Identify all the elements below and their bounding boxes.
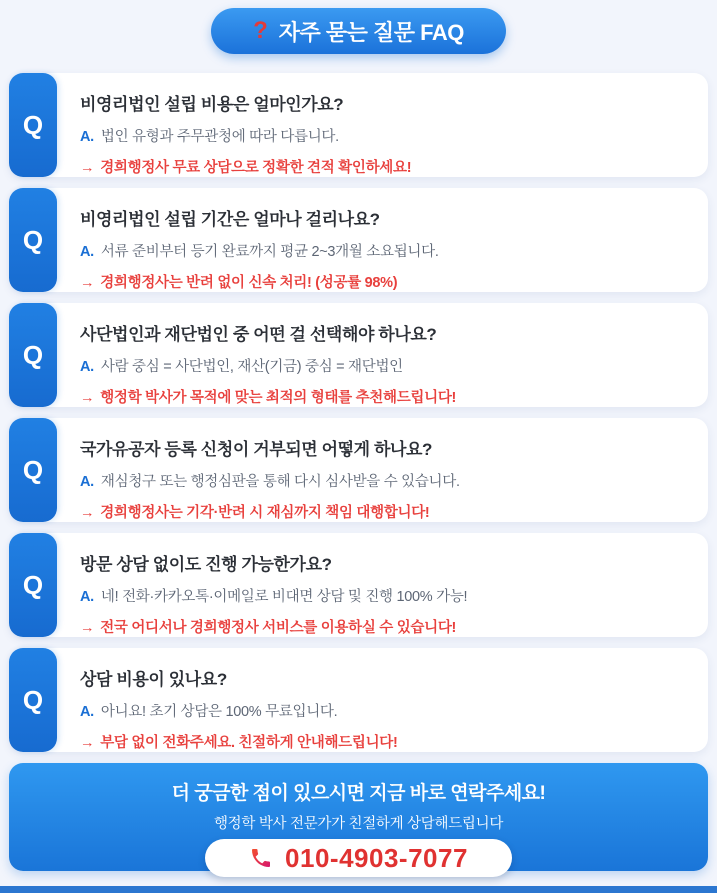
faq-question: 국가유공자 등록 신청이 거부되면 어떻게 하나요? bbox=[80, 440, 433, 459]
next-section-edge bbox=[0, 886, 717, 893]
faq-content bbox=[57, 188, 457, 292]
q-badge-icon: Q bbox=[9, 303, 57, 407]
q-badge-icon: Q bbox=[9, 188, 57, 292]
faq-card bbox=[9, 648, 708, 752]
arrow-icon: → bbox=[80, 390, 95, 406]
faq-question: 상담 비용이 있나요? bbox=[80, 670, 227, 689]
q-badge-icon: Q bbox=[9, 533, 57, 637]
faq-highlight bbox=[80, 386, 456, 407]
faq-answer bbox=[80, 470, 460, 491]
arrow-icon: → bbox=[80, 275, 95, 291]
answer-prefix: A. bbox=[80, 129, 94, 145]
arrow-icon: → bbox=[80, 505, 95, 521]
faq-highlight bbox=[80, 156, 411, 177]
highlight-text: 부담 없이 전화주세요. 친절하게 안내해드립니다! bbox=[100, 735, 398, 751]
arrow-icon: → bbox=[80, 620, 95, 636]
faq-card bbox=[9, 73, 708, 177]
cta-title: 더 궁금한 점이 있으시면 지금 바로 연락주세요! bbox=[171, 783, 546, 804]
answer-text: 사람 중심 = 사단법인, 재산(기금) 중심 = 재단법인 bbox=[100, 359, 403, 375]
answer-text: 아니요! 초기 상담은 100% 무료입니다. bbox=[100, 704, 338, 720]
page-title: 자주 묻는 질문 FAQ bbox=[278, 19, 464, 45]
highlight-text: 전국 어디서나 경희행정사 서비스를 이용하실 수 있습니다! bbox=[100, 620, 457, 636]
arrow-icon: → bbox=[80, 735, 95, 751]
q-badge-icon: Q bbox=[9, 418, 57, 522]
highlight-text: 행정학 박사가 목적에 맞는 최적의 형태를 추천해드립니다! bbox=[100, 390, 457, 406]
faq-highlight bbox=[80, 271, 439, 292]
faq-card bbox=[9, 533, 708, 637]
faq-content bbox=[57, 648, 416, 752]
q-badge-icon: Q bbox=[9, 648, 57, 752]
answer-prefix: A. bbox=[80, 589, 94, 605]
faq-list bbox=[0, 73, 717, 752]
phone-button[interactable] bbox=[205, 839, 512, 877]
faq-card bbox=[9, 303, 708, 407]
faq-header-pill bbox=[211, 8, 506, 54]
phone-number: 010-4903-7077 bbox=[285, 843, 468, 873]
faq-content bbox=[57, 303, 474, 407]
faq-answer bbox=[80, 700, 398, 721]
header-wrap bbox=[0, 0, 717, 54]
faq-question: 비영리법인 설립 기간은 얼마나 걸리나요? bbox=[80, 210, 380, 229]
question-mark-icon: ? bbox=[253, 17, 268, 44]
faq-question: 비영리법인 설립 비용은 얼마인가요? bbox=[80, 95, 344, 114]
faq-content bbox=[57, 73, 429, 177]
faq-highlight bbox=[80, 731, 398, 752]
faq-answer bbox=[80, 585, 467, 606]
answer-text: 네! 전화·카카오톡·이메일로 비대면 상담 및 진행 100% 가능! bbox=[100, 589, 468, 605]
faq-content bbox=[57, 533, 485, 637]
q-badge-icon: Q bbox=[9, 73, 57, 177]
faq-answer bbox=[80, 240, 439, 261]
cta-subtitle: 행정학 박사 전문가가 친절하게 상담해드립니다 bbox=[213, 816, 504, 832]
faq-highlight bbox=[80, 616, 467, 637]
answer-prefix: A. bbox=[80, 704, 94, 720]
highlight-text: 경희행정사는 기각·반려 시 재심까지 책임 대행합니다! bbox=[100, 505, 430, 521]
faq-content bbox=[57, 418, 478, 522]
answer-prefix: A. bbox=[80, 474, 94, 490]
highlight-text: 경희행정사 무료 상담으로 정확한 견적 확인하세요! bbox=[100, 160, 412, 176]
faq-answer bbox=[80, 125, 411, 146]
faq-question: 방문 상담 없이도 진행 가능한가요? bbox=[80, 555, 332, 574]
faq-question: 사단법인과 재단법인 중 어떤 걸 선택해야 하나요? bbox=[80, 325, 437, 344]
answer-prefix: A. bbox=[80, 244, 94, 260]
answer-text: 재심청구 또는 행정심판을 통해 다시 심사받을 수 있습니다. bbox=[100, 474, 460, 490]
cta-section bbox=[9, 763, 708, 871]
faq-card bbox=[9, 188, 708, 292]
highlight-text: 경희행정사는 반려 없이 신속 처리! (성공률 98%) bbox=[100, 275, 398, 291]
answer-text: 서류 준비부터 등기 완료까지 평균 2~3개월 소요됩니다. bbox=[100, 244, 439, 260]
faq-card bbox=[9, 418, 708, 522]
answer-prefix: A. bbox=[80, 359, 94, 375]
phone-receiver-icon bbox=[249, 846, 273, 870]
faq-highlight bbox=[80, 501, 460, 522]
answer-text: 법인 유형과 주무관청에 따라 다릅니다. bbox=[100, 129, 339, 145]
faq-answer bbox=[80, 355, 456, 376]
arrow-icon: → bbox=[80, 160, 95, 176]
